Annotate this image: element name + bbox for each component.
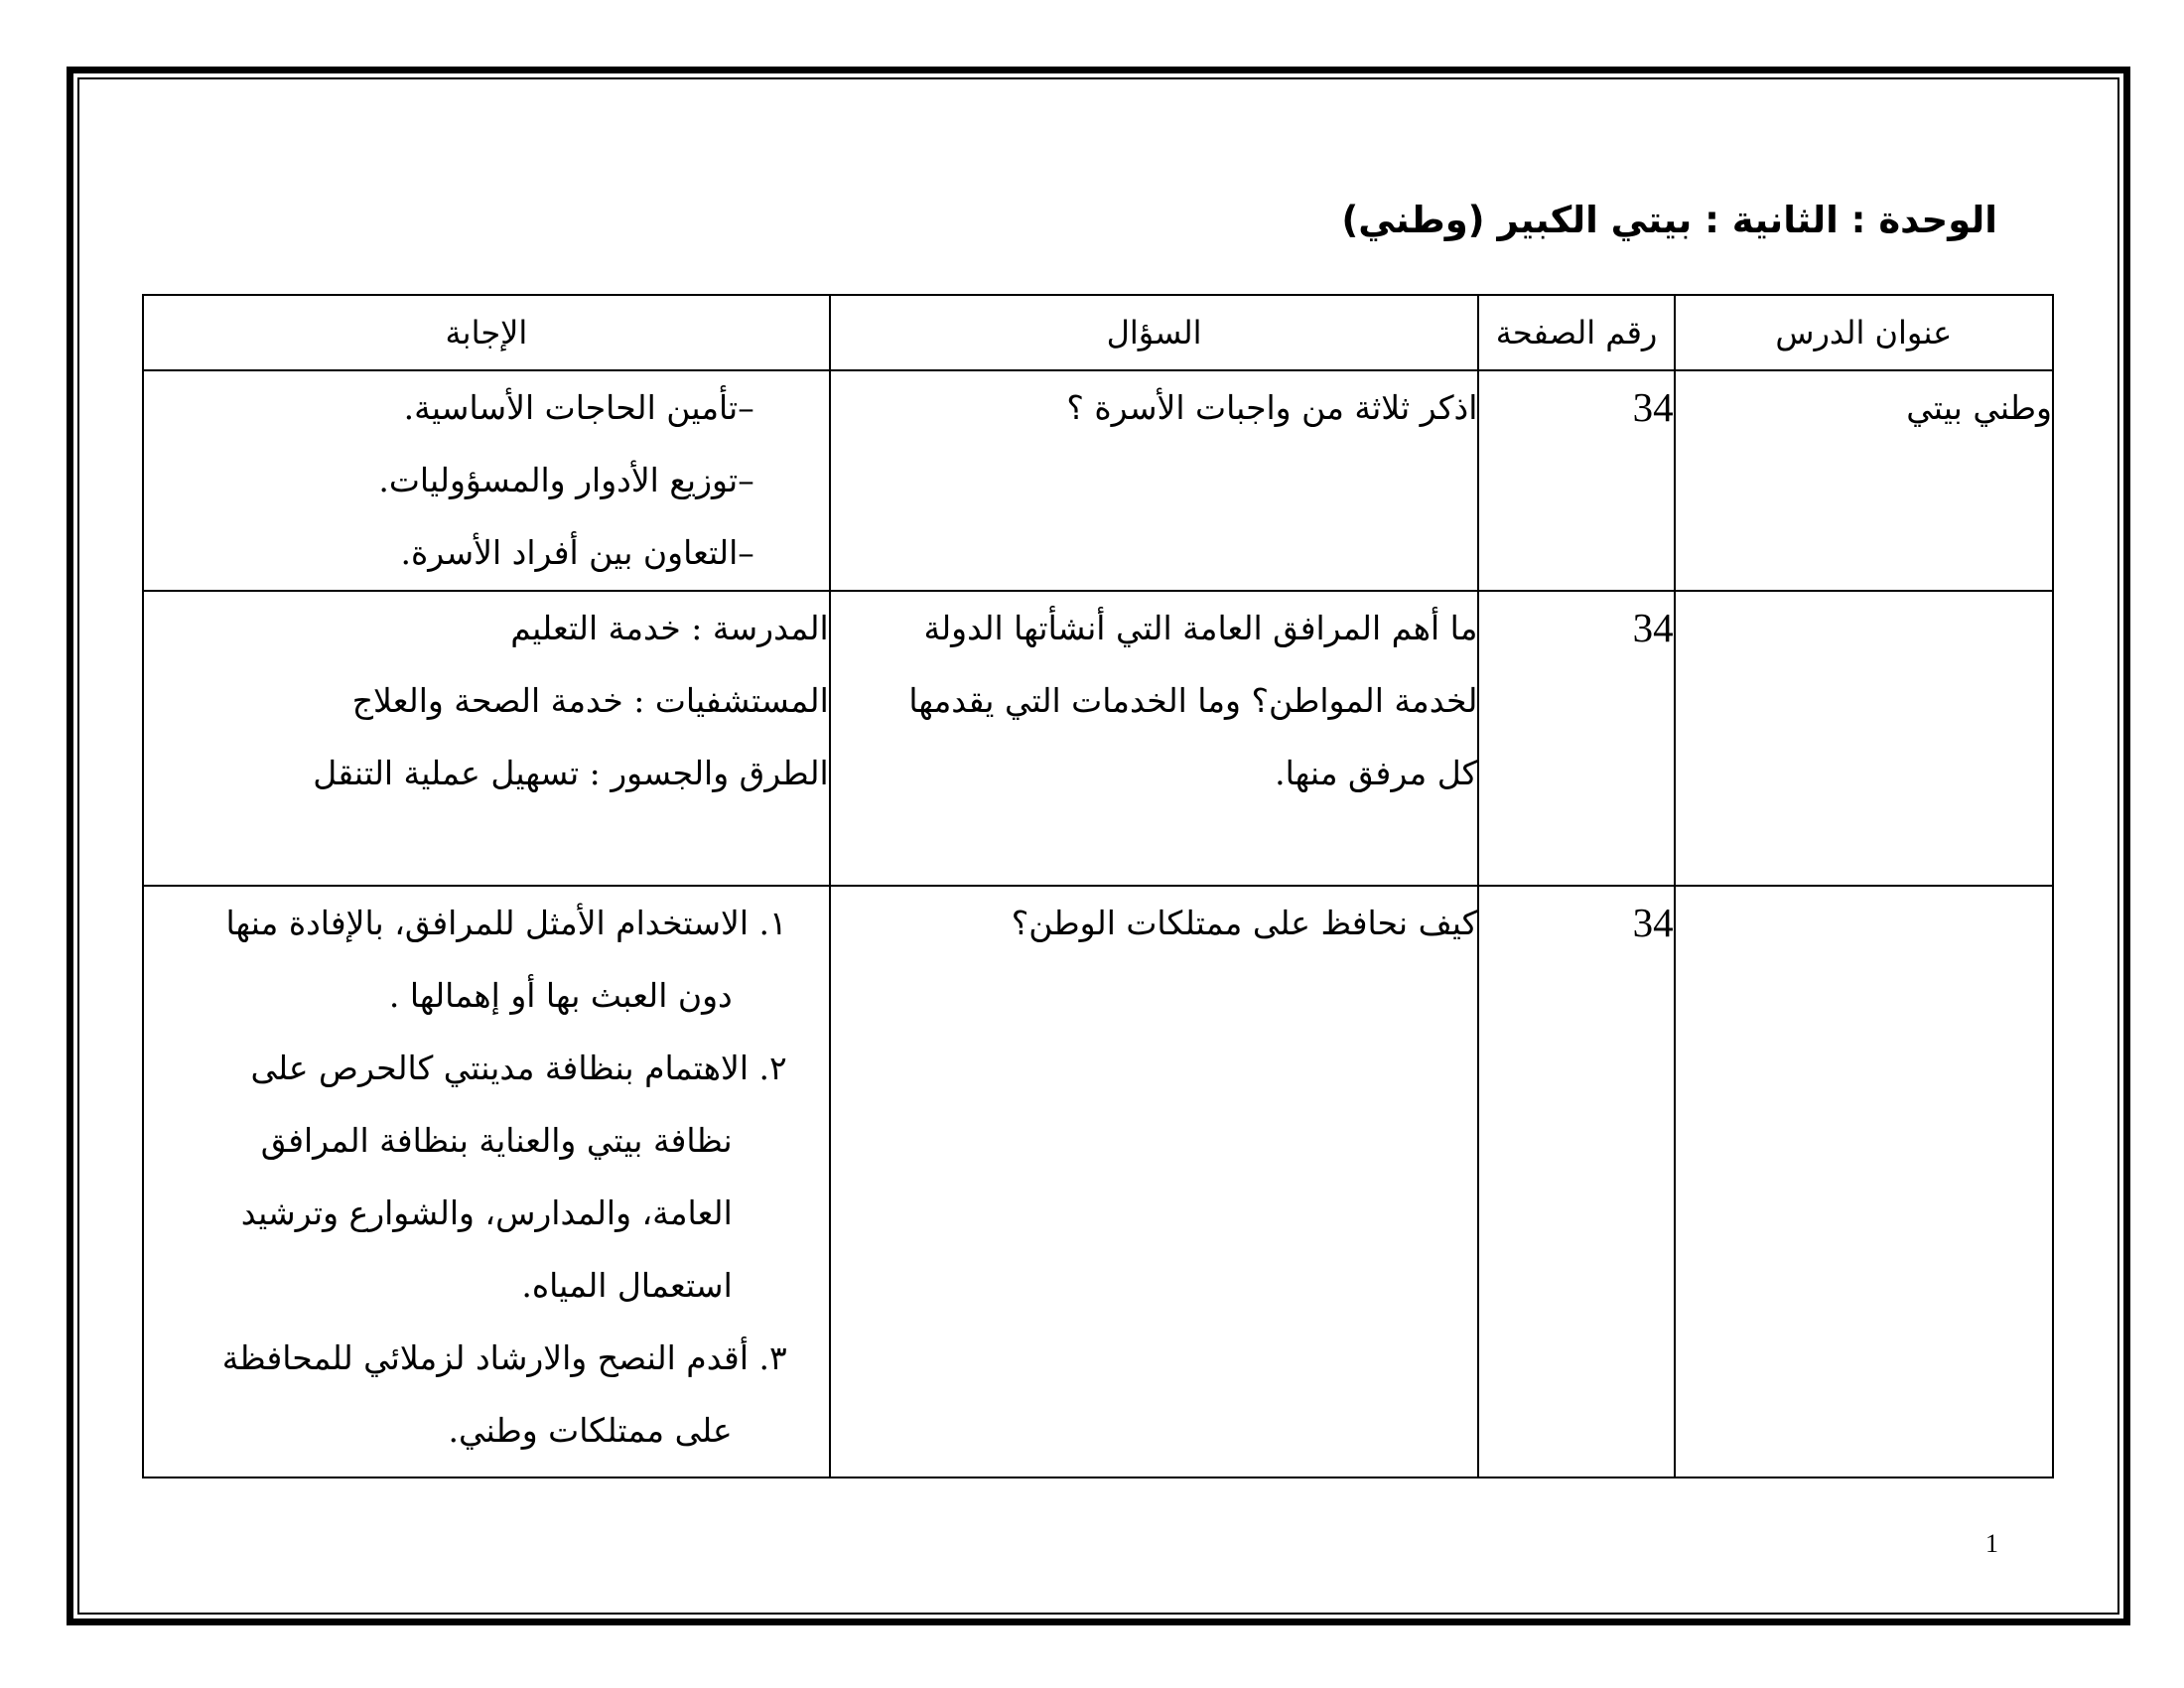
table-row — [143, 370, 2053, 591]
question-cell — [830, 370, 1479, 591]
table-header-row — [143, 295, 2053, 370]
answer-item-number: ٣. — [758, 1338, 787, 1377]
unit-title: الوحدة : الثانية : بيتي الكبير (وطني) — [1341, 199, 1997, 241]
answer-item-first-line — [144, 887, 829, 959]
answer-line: –تأمين الحاجات الأساسية. — [403, 388, 754, 427]
answer-item — [144, 1322, 829, 1467]
question-line: اذكر ثلاثة من واجبات الأسرة ؟ — [1066, 388, 1478, 427]
header-page-number: رقم الصفحة — [1478, 295, 1674, 370]
answer-cell — [143, 591, 830, 886]
answer-item-text: استعمال المياه. — [521, 1266, 733, 1305]
answer-item-number: ١. — [758, 904, 787, 942]
answer-item-text: على ممتلكات وطني. — [448, 1411, 733, 1450]
header-question: السؤال — [830, 295, 1479, 370]
question-line: كيف نحافظ على ممتلكات الوطن؟ — [1011, 904, 1478, 942]
header-lesson-title: عنوان الدرس — [1675, 295, 2053, 370]
lesson-title-cell — [1675, 886, 2053, 1477]
page-cell — [1478, 886, 1674, 1477]
answer-item-first-line — [144, 1322, 829, 1394]
lesson-title-cell — [1675, 370, 2053, 591]
table-row — [143, 886, 2053, 1477]
answer-line: –توزيع الأدوار والمسؤوليات. — [378, 461, 754, 499]
answer-item-first-line — [144, 1032, 829, 1104]
answer-item-text: العامة، والمدارس، والشوارع وترشيد — [240, 1194, 733, 1232]
answer-item-number: ٢. — [758, 1049, 787, 1087]
page-value: 34 — [1632, 605, 1674, 650]
lesson-title: وطني بيتي — [1906, 388, 2052, 427]
question-line: لخدمة المواطن؟ وما الخدمات التي يقدمها — [908, 681, 1478, 720]
answer-cell — [143, 370, 830, 591]
lesson-table — [142, 294, 2054, 1478]
lesson-title-cell — [1675, 591, 2053, 886]
answer-item — [144, 1032, 829, 1322]
answer-line: الطرق والجسور : تسهيل عملية التنقل — [313, 754, 829, 792]
answer-line: –التعاون بين أفراد الأسرة. — [400, 533, 754, 572]
answer-item — [144, 887, 829, 1032]
answer-item-text: أقدم النصح والارشاد لزملائي للمحافظة — [221, 1338, 749, 1377]
page-cell — [1478, 591, 1674, 886]
answer-line: المدرسة : خدمة التعليم — [510, 609, 829, 647]
header-answer: الإجابة — [143, 295, 830, 370]
answer-item-text: الاستخدام الأمثل للمرافق، بالإفادة منها — [225, 904, 749, 942]
page-value: 34 — [1632, 900, 1674, 945]
answer-line: المستشفيات : خدمة الصحة والعلاج — [351, 681, 829, 720]
page-cell — [1478, 370, 1674, 591]
answer-cell — [143, 886, 830, 1477]
question-cell — [830, 591, 1479, 886]
answer-item-text: الاهتمام بنظافة مدينتي كالحرص على — [250, 1049, 749, 1087]
question-line: ما أهم المرافق العامة التي أنشأتها الدولة — [923, 609, 1478, 647]
answer-item-text: نظافة بيتي والعناية بنظافة المرافق — [260, 1121, 733, 1160]
answer-item-text: دون العبث بها أو إهمالها . — [388, 976, 733, 1015]
table-row — [143, 591, 2053, 886]
page-value: 34 — [1632, 384, 1674, 430]
question-cell — [830, 886, 1479, 1477]
page-number: 1 — [1985, 1529, 1998, 1558]
question-line: كل مرفق منها. — [1275, 754, 1478, 792]
